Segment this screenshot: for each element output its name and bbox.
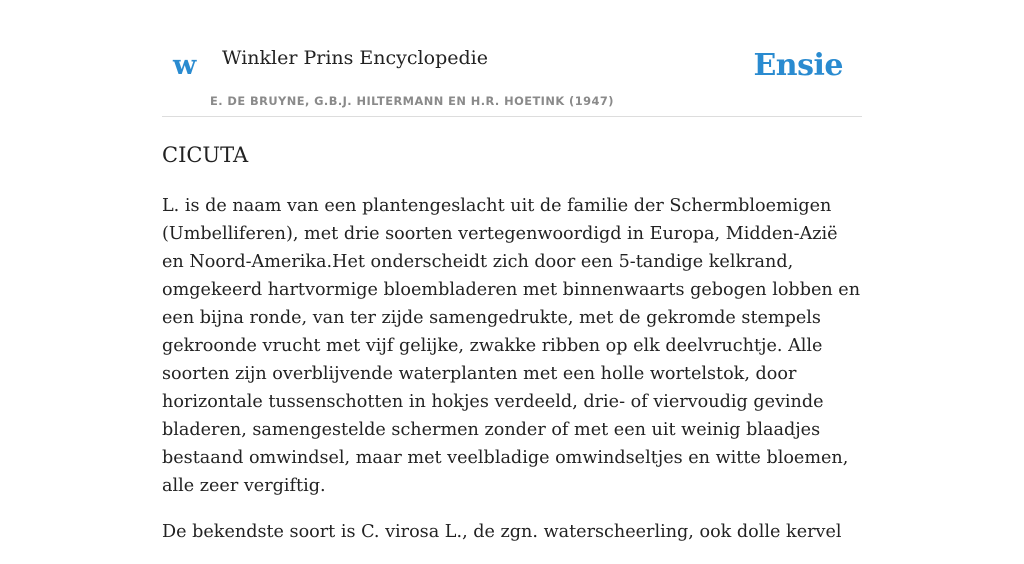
encyclopedia-title[interactable]: Winkler Prins Encyclopedie bbox=[222, 47, 488, 69]
article-paragraph: L. is de naam van een plantengeslacht uit de familie der Schermbloemigen (Umbelliferen), met drie soorten vertegenwoordigd in Europa, Midden-Azië en Noord-Amerika.Het onderscheidt zich door een 5-tandige kelkrand, omgekeerd hartvormige bloembladeren met binnenwaarts gebogen lobben en een bijna ronde, van ter zijde samengedrukte, met de gekromde stempels gekroonde vrucht met vijf gelijke, zwakke ribben op elk deelvruchtje. Alle soorten zijn overblijvende waterplanten met een holle wortelstok, door horizontale tussenschotten in hokjes verdeeld, drie- of viervoudig gevinde bladeren, samengestelde schermen zonder of met een uit weinig blaadjes bestaand omwindsel, maar met veelbladige omwindseltjes en witte bloemen, alle zeer vergiftig. bbox=[162, 196, 861, 496]
article-title: CICUTA bbox=[162, 143, 249, 167]
content-column bbox=[162, 0, 862, 542]
winkler-prins-logo[interactable]: w bbox=[173, 50, 196, 81]
encyclopedia-header bbox=[162, 0, 862, 117]
encyclopedia-authors: E. DE BRUYNE, G.B.J. HILTERMANN EN H.R. HOETINK (1947) bbox=[210, 94, 614, 108]
article-body bbox=[162, 192, 862, 564]
article-paragraph: De bekendste soort is C. virosa L., de zgn. waterscheerling, ook dolle kervel bbox=[162, 522, 842, 542]
ensie-logo[interactable]: Ensie bbox=[753, 48, 843, 83]
